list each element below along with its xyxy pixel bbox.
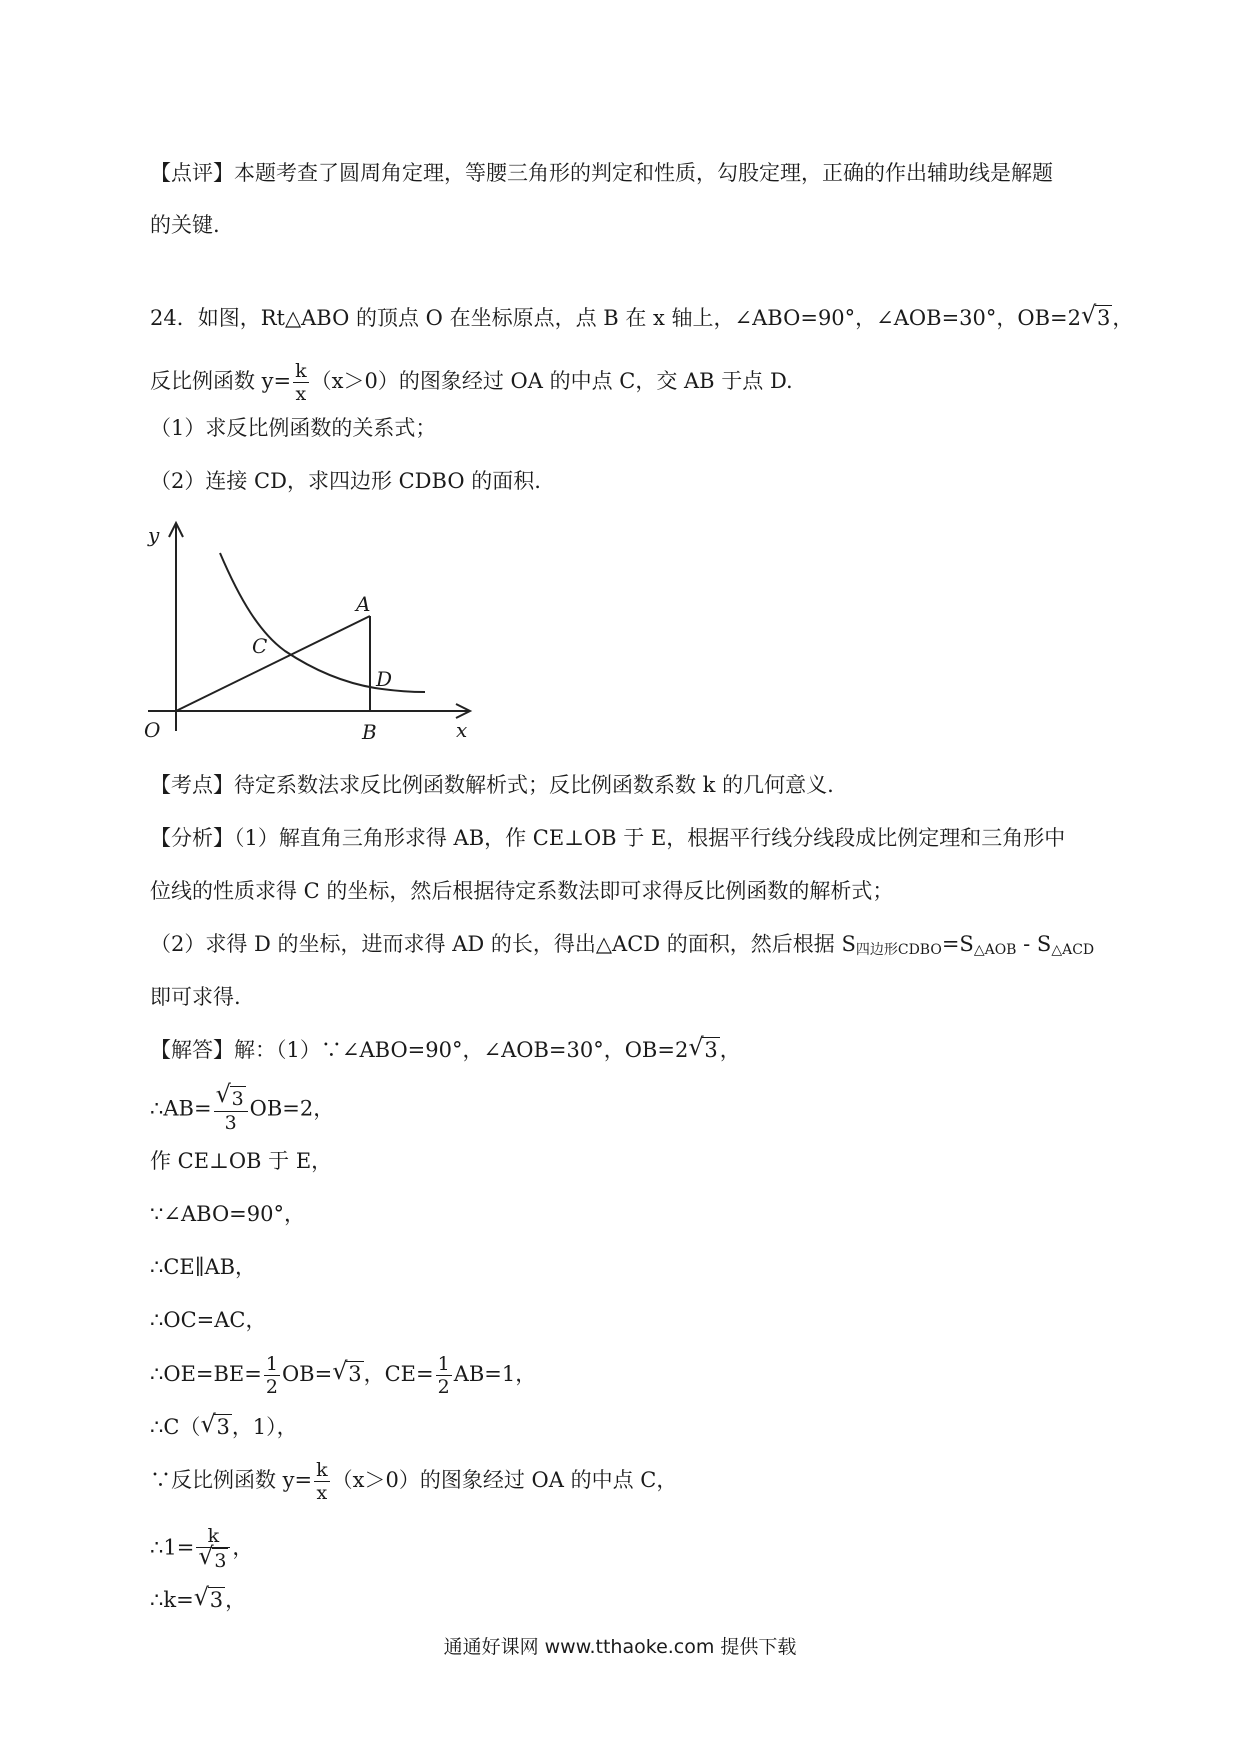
problem-line-2 — [150, 360, 793, 405]
subscript: △AOB — [973, 942, 1017, 958]
fenxi-line-2: 位线的性质求得 C 的坐标，然后根据待定系数法即可求得反比例函数的解析式； — [150, 879, 894, 903]
solution-line-5: ∴CE∥AB， — [150, 1255, 257, 1279]
solution-text: ，CE= — [363, 1362, 434, 1386]
sqrt-value: 3 — [216, 1415, 230, 1439]
segment-oa — [176, 616, 370, 711]
solution-line-1 — [150, 1035, 741, 1065]
denominator: x — [295, 383, 307, 405]
denominator — [196, 1548, 230, 1573]
denominator: 2 — [265, 1376, 278, 1398]
label-b: B — [362, 720, 377, 744]
sqrt-value: 3 — [704, 1038, 718, 1062]
sqrt — [195, 1585, 225, 1615]
sqrt-value: 3 — [1097, 306, 1111, 330]
subscript: △ACD — [1051, 942, 1095, 958]
fraction — [214, 1086, 248, 1134]
fraction — [314, 1459, 330, 1504]
question-1: （1）求反比例函数的关系式； — [150, 416, 437, 440]
fenxi-text: （2）求得 D 的坐标，进而求得 AD 的长，得出△ACD 的面积，然后根据 S — [150, 932, 856, 956]
fenxi-text: =S — [941, 932, 974, 956]
label-o: O — [144, 718, 161, 742]
coordinate-figure — [140, 515, 480, 745]
problem-text: （x＞0）的图象经过 OA 的中点 C，交 AB 于点 D. — [310, 369, 793, 393]
solution-line-7 — [150, 1353, 536, 1398]
fraction — [264, 1353, 280, 1398]
sqrt-value: 3 — [209, 1588, 224, 1612]
solution-text: ， — [232, 1535, 254, 1560]
solution-text: ∴AB= — [150, 1096, 212, 1121]
solution-text: ， — [225, 1588, 247, 1612]
sqrt-value: 3 — [348, 1362, 362, 1386]
sqrt — [217, 1086, 246, 1111]
solution-text: OB= — [281, 1362, 333, 1386]
sqrt-value: 3 — [231, 1088, 244, 1110]
sqrt — [333, 1359, 363, 1389]
solution-text: ∴OE=BE= — [150, 1362, 262, 1386]
sqrt — [689, 1035, 719, 1065]
solution-text: OB=2， — [249, 1096, 335, 1121]
question-2: （2）连接 CD，求四边形 CDBO 的面积. — [150, 469, 541, 493]
numerator: k — [295, 360, 307, 382]
fenxi-line-3 — [150, 929, 1094, 965]
solution-text: ∴k= — [150, 1588, 194, 1612]
solution-line-9 — [150, 1459, 677, 1504]
solution-line-8 — [150, 1412, 298, 1442]
solution-text: ∴1= — [150, 1535, 195, 1560]
review-line-1: 【点评】本题考查了圆周角定理，等腰三角形的判定和性质，勾股定理，正确的作出辅助线是解题 — [150, 161, 1053, 185]
solution-text: ，1）， — [231, 1415, 298, 1439]
problem-text: 24．如图，Rt△ABO 的顶点 O 在坐标原点，点 B 在 x 轴上，∠ABO=90°，∠AOB=30°，OB=2 — [150, 306, 1081, 330]
numerator: 1 — [265, 1353, 278, 1375]
solution-text: ， — [719, 1038, 741, 1062]
solution-text: AB=1， — [453, 1362, 537, 1386]
solution-text: ∴C（ — [150, 1415, 201, 1439]
fraction — [196, 1525, 230, 1573]
sqrt — [199, 1548, 228, 1573]
denominator: 3 — [224, 1112, 237, 1134]
fenxi-line-1: 【分析】（1）解直角三角形求得 AB，作 CE⊥OB 于 E，根据平行线分线段成比例定理和三角形中 — [150, 826, 1066, 850]
hyperbola-curve — [220, 553, 425, 692]
numerator: k — [316, 1459, 328, 1481]
sqrt-value: 3 — [214, 1550, 227, 1572]
label-y: y — [148, 523, 160, 547]
numerator — [214, 1086, 248, 1112]
label-x: x — [456, 718, 468, 742]
review-line-2: 的关键. — [150, 213, 220, 237]
solution-line-6: ∴OC=AC， — [150, 1308, 267, 1332]
problem-text: 反比例函数 y= — [150, 369, 292, 393]
denominator: x — [316, 1482, 328, 1504]
problem-text: ， — [1112, 306, 1134, 330]
sqrt — [201, 1412, 231, 1442]
label-c: C — [252, 634, 268, 658]
numerator: 1 — [437, 1353, 450, 1375]
solution-line-11 — [150, 1585, 246, 1615]
solution-line-4: ∵∠ABO=90°， — [150, 1202, 305, 1226]
problem-line-1 — [150, 303, 1133, 333]
sqrt — [1082, 303, 1112, 333]
solution-line-3: 作 CE⊥OB 于 E， — [150, 1149, 333, 1173]
kaodian-line: 【考点】待定系数法求反比例函数解析式；反比例函数系数 k 的几何意义. — [150, 773, 834, 797]
solution-text: （x＞0）的图象经过 OA 的中点 C， — [331, 1468, 678, 1492]
fraction — [436, 1353, 452, 1398]
label-d: D — [376, 667, 393, 691]
solution-line-10 — [150, 1525, 253, 1573]
numerator: k — [196, 1525, 230, 1548]
solution-text: ∵反比例函数 y= — [150, 1468, 313, 1492]
solution-line-2 — [150, 1086, 334, 1134]
fenxi-text: - S — [1016, 932, 1052, 956]
subscript: 四边形CDBO — [855, 942, 942, 958]
footer-source: 通通好课网 www.tthaoke.com 提供下载 — [443, 1636, 797, 1658]
fraction — [293, 360, 309, 405]
solution-text: 【解答】解：（1）∵∠ABO=90°，∠AOB=30°，OB=2 — [150, 1038, 689, 1062]
label-a: A — [356, 592, 371, 616]
fenxi-line-4: 即可求得. — [150, 985, 241, 1009]
denominator: 2 — [437, 1376, 450, 1398]
